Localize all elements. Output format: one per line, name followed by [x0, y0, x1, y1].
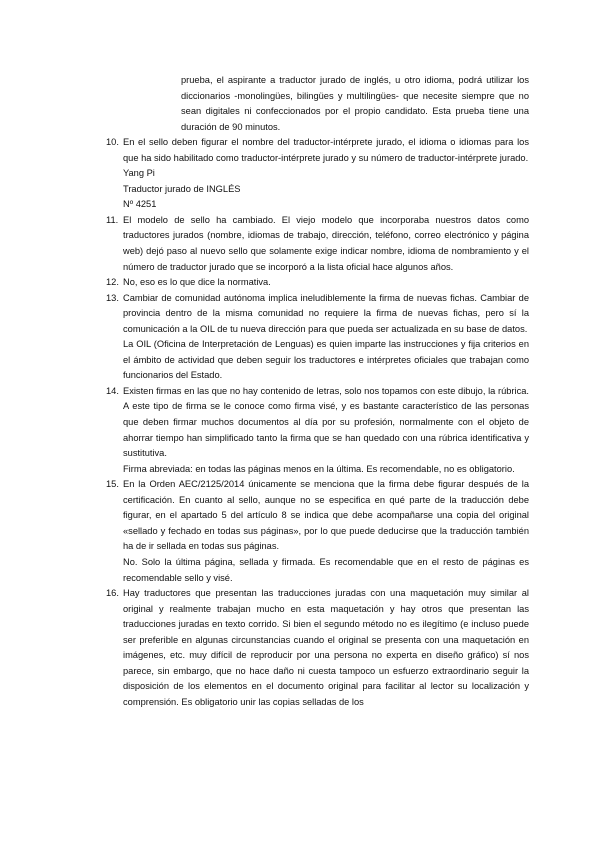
item-paragraph: Hay traductores que presentan las traducciones juradas con una maquetación muy similar al original y realmente trabajan mucho en esta maquetación y hay otros que presentan las traducciones juradas en texto corrido. Si bien el segundo método no es ilegítimo (e incluso puede ser preferible en algunas circunstancias cuando el original se presenta con una maquetación en imágenes, etc. muy difícil de reproducir por una persona no experta en diseño gráfico) sí nos parece, sin embargo, que no hace daño ni cuesta tampoco un esfuerzo extraordinario seguir la disposición de los elementos en el documento original para facilitar al lector su localización y comprensión. Es obligatorio unir las copias selladas de los	[123, 588, 529, 707]
item-paragraph: La OIL (Oficina de Interpretación de Lenguas) es quien imparte las instrucciones y fija criterios en el ámbito de actividad que deben seguir los traductores e intérpretes oficiales que trabajan como funcionarios del Estado.	[123, 339, 529, 381]
item-number: 11.	[106, 214, 119, 225]
item-paragraph: No. Solo la última página, sellada y firmada. Es recomendable que en el resto de páginas es recomendable sello y visé.	[123, 556, 529, 583]
intro-paragraph	[181, 73, 529, 135]
seal-title: Traductor jurado de INGLÉS	[123, 183, 241, 194]
list-item-12	[106, 275, 529, 291]
list-item-15	[106, 477, 529, 586]
item-paragraph: Cambiar de comunidad autónoma implica ineludiblemente la firma de nuevas fichas. Cambiar de provincia dentro de la misma comunidad no requiere la firma de nuevas fichas, pero sí la comunicación a la OIL de tu nueva dirección para que pueda ser actualizada en su base de datos.	[123, 292, 529, 334]
item-number: 16.	[106, 588, 119, 599]
list-item-10	[106, 135, 529, 213]
list-item-14	[106, 384, 529, 477]
seal-name: Yang Pi	[123, 168, 155, 179]
seal-number: Nº 4251	[123, 199, 157, 210]
document-body	[106, 73, 529, 710]
item-paragraph: En el sello deben figurar el nombre del traductor-intérprete jurado, el idioma o idiomas para los que ha sido habilitado como traductor-intérprete jurado y su número de traductor-intérprete jurado.	[123, 137, 529, 163]
item-paragraph: Existen firmas en las que no hay contenido de letras, solo nos topamos con este dibujo, la rúbrica. A este tipo de firma se le conoce como firma visé, y es bastante característico de las personas que deben firmar muchos documentos al día por su profesión, normalmente con el objeto de ahorrar tiempo han simplificado tanto la firma que se han quedado con una rúbrica identificativa y sustitutiva.	[123, 385, 529, 459]
item-paragraph: En la Orden AEC/2125/2014 únicamente se menciona que la firma debe figurar después de la certificación. En cuanto al sello, aunque no se especifica en qué parte de la traducción debe figurar, en el apartado 5 del artículo 8 se indica que debe acompañarse una copia del original «sellado y fechado en todas sus páginas», por lo que puede deducirse que la traducción también ha de ir sellada en todas sus páginas.	[123, 479, 529, 552]
list-item-13	[106, 291, 529, 384]
intro-text: prueba, el aspirante a traductor jurado de inglés, u otro idioma, podrá utilizar los diccionarios -monolingües, bilingües y multilingües- que necesite siempre que no sean digitales ni confeccionados por el propio candidato. Esta prueba tiene una duración de 90 minutos.	[181, 75, 529, 132]
seal-example	[123, 166, 529, 213]
list-item-16	[106, 586, 529, 710]
item-number: 15.	[106, 479, 119, 490]
item-number: 13.	[106, 292, 119, 303]
item-number: 12.	[106, 277, 119, 288]
item-paragraph: El modelo de sello ha cambiado. El viejo modelo que incorporaba nuestros datos como traductores jurados (nombre, idiomas de trabajo, dirección, teléfono, correo electrónico y página web) dejó paso al nuevo sello que solamente exige indicar nombre, idioma de nombramiento y el número de traductor jurado que se incorporó a la lista oficial hace algunos años.	[123, 214, 529, 272]
item-paragraph: No, eso es lo que dice la normativa.	[123, 277, 271, 288]
item-number: 14.	[106, 385, 119, 396]
item-paragraph: Firma abreviada: en todas las páginas menos en la última. Es recomendable, no es obligatorio.	[123, 463, 515, 474]
item-number: 10.	[106, 137, 119, 148]
list-item-11	[106, 213, 529, 275]
